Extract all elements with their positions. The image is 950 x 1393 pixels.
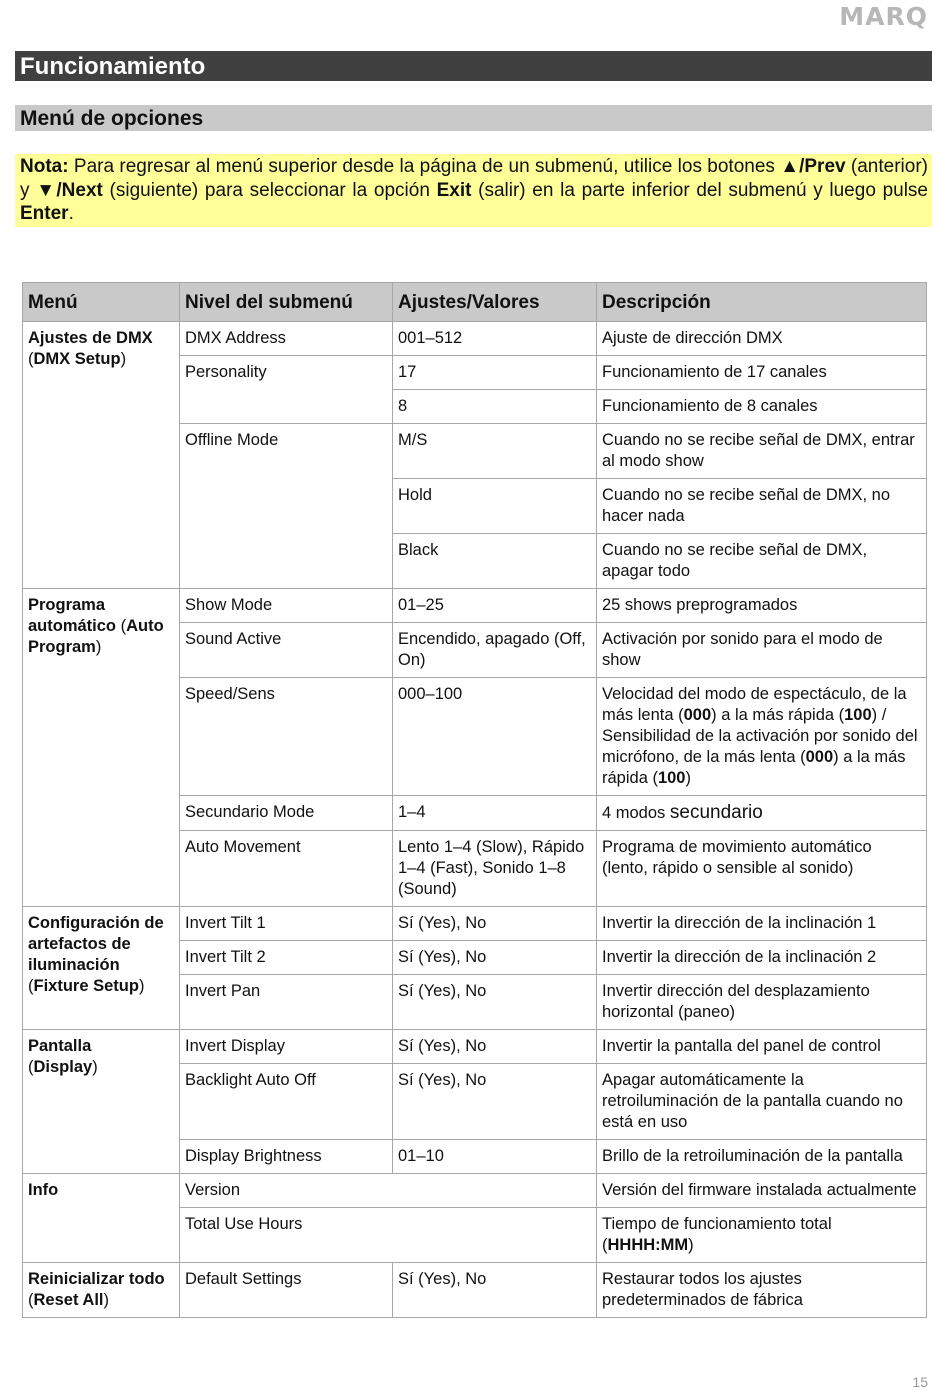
prev-button-ref: ▲/Prev	[780, 156, 846, 177]
submenu-cell: Invert Pan	[180, 975, 393, 1030]
menu-cell-fixture-setup: Configuración de artefactos de iluminación (Fixture Setup)	[23, 907, 180, 1030]
table-header-row	[23, 283, 927, 322]
value-cell: 8	[393, 390, 597, 424]
page-number: 15	[912, 1374, 928, 1390]
value-cell: Sí (Yes), No	[393, 1030, 597, 1064]
description-cell: Activación por sonido para el modo de show	[597, 623, 927, 678]
value-cell: Black	[393, 534, 597, 589]
submenu-cell: Offline Mode	[180, 424, 393, 589]
submenu-cell: Sound Active	[180, 623, 393, 678]
section-heading: Funcionamiento	[15, 51, 932, 81]
value-cell: Sí (Yes), No	[393, 1064, 597, 1140]
submenu-cell: Invert Tilt 1	[180, 907, 393, 941]
menu-cell-reset-all: Reinicializar todo (Reset All)	[23, 1263, 180, 1318]
submenu-cell: Show Mode	[180, 589, 393, 623]
submenu-cell: Version	[180, 1174, 597, 1208]
description-cell: Cuando no se recibe señal de DMX, apagar todo	[597, 534, 927, 589]
menu-cell-display: Pantalla (Display)	[23, 1030, 180, 1174]
menu-cell-dmx-setup: Ajustes de DMX (DMX Setup)	[23, 322, 180, 589]
value-cell: M/S	[393, 424, 597, 479]
description-cell: Programa de movimiento automático (lento, rápido o sensible al sonido)	[597, 831, 927, 907]
value-cell: Lento 1–4 (Slow), Rápido 1–4 (Fast), Sonido 1–8 (Sound)	[393, 831, 597, 907]
value-cell: 17	[393, 356, 597, 390]
description-cell: Ajuste de dirección DMX	[597, 322, 927, 356]
table-row	[23, 589, 927, 623]
description-cell: Invertir la dirección de la inclinación 1	[597, 907, 927, 941]
value-cell: Hold	[393, 479, 597, 534]
table-row	[23, 1263, 927, 1318]
description-cell: Funcionamiento de 8 canales	[597, 390, 927, 424]
submenu-cell: Backlight Auto Off	[180, 1064, 393, 1140]
description-cell: Cuando no se recibe señal de DMX, entrar al modo show	[597, 424, 927, 479]
submenu-cell: Display Brightness	[180, 1140, 393, 1174]
description-cell: Restaurar todos los ajustes predeterminados de fábrica	[597, 1263, 927, 1318]
description-cell: Versión del firmware instalada actualmente	[597, 1174, 927, 1208]
menu-options-table	[22, 282, 927, 1318]
description-cell: Velocidad del modo de espectáculo, de la más lenta (000) a la más rápida (100) / Sensibilidad de la activación por sonido del micrófono, de la más lenta (000) a la más rápida (100)	[597, 678, 927, 796]
submenu-cell: Personality	[180, 356, 393, 424]
note-text: Para regresar al menú superior desde la página de un submenú, utilice los botones	[68, 156, 781, 177]
description-cell: 25 shows preprogramados	[597, 589, 927, 623]
header-settings-values: Ajustes/Valores	[393, 283, 597, 322]
header-menu: Menú	[23, 283, 180, 322]
menu-cell-info: Info	[23, 1174, 180, 1263]
submenu-cell: Invert Tilt 2	[180, 941, 393, 975]
brand-logo: MARQ	[839, 2, 928, 31]
note-text: (salir) en la parte inferior del submenú y luego pulse	[471, 179, 928, 201]
value-cell: 000–100	[393, 678, 597, 796]
note-box	[15, 154, 932, 227]
submenu-cell: Default Settings	[180, 1263, 393, 1318]
note-label: Nota:	[20, 156, 69, 177]
value-cell: Encendido, apagado (Off, On)	[393, 623, 597, 678]
description-cell: Tiempo de funcionamiento total (HHHH:MM)	[597, 1208, 927, 1263]
description-cell: Funcionamiento de 17 canales	[597, 356, 927, 390]
value-cell: Sí (Yes), No	[393, 1263, 597, 1318]
header-description: Descripción	[597, 283, 927, 322]
submenu-cell: Auto Movement	[180, 831, 393, 907]
note-text: .	[68, 203, 74, 224]
table-row	[23, 1174, 927, 1208]
submenu-cell: DMX Address	[180, 322, 393, 356]
description-cell: Cuando no se recibe señal de DMX, no hacer nada	[597, 479, 927, 534]
table-row	[23, 322, 927, 356]
submenu-cell: Secundario Mode	[180, 796, 393, 831]
header-submenu-level: Nivel del submenú	[180, 283, 393, 322]
description-cell: Invertir la dirección de la inclinación 2	[597, 941, 927, 975]
exit-option-ref: Exit	[436, 179, 472, 201]
note-text: (siguiente) para seleccionar la opción	[102, 179, 437, 201]
enter-button-ref: Enter	[20, 203, 69, 224]
value-cell: 01–10	[393, 1140, 597, 1174]
description-cell: Invertir dirección del desplazamiento horizontal (paneo)	[597, 975, 927, 1030]
subsection-heading: Menú de opciones	[15, 105, 932, 131]
value-cell: Sí (Yes), No	[393, 907, 597, 941]
next-button-ref: ▼/Next	[36, 179, 103, 201]
value-cell: 001–512	[393, 322, 597, 356]
menu-cell-auto-program: Programa automático (Auto Program)	[23, 589, 180, 907]
value-cell: Sí (Yes), No	[393, 975, 597, 1030]
submenu-cell: Invert Display	[180, 1030, 393, 1064]
table-row	[23, 907, 927, 941]
value-cell: Sí (Yes), No	[393, 941, 597, 975]
note-text: (anterior) y	[20, 156, 928, 201]
description-cell: Invertir la pantalla del panel de control	[597, 1030, 927, 1064]
description-cell: Apagar automáticamente la retroiluminación de la pantalla cuando no está en uso	[597, 1064, 927, 1140]
value-cell: 01–25	[393, 589, 597, 623]
description-cell: 4 modos secundario	[597, 796, 927, 831]
description-cell: Brillo de la retroiluminación de la pantalla	[597, 1140, 927, 1174]
submenu-cell: Speed/Sens	[180, 678, 393, 796]
value-cell: 1–4	[393, 796, 597, 831]
table-row	[23, 1030, 927, 1064]
submenu-cell: Total Use Hours	[180, 1208, 597, 1263]
